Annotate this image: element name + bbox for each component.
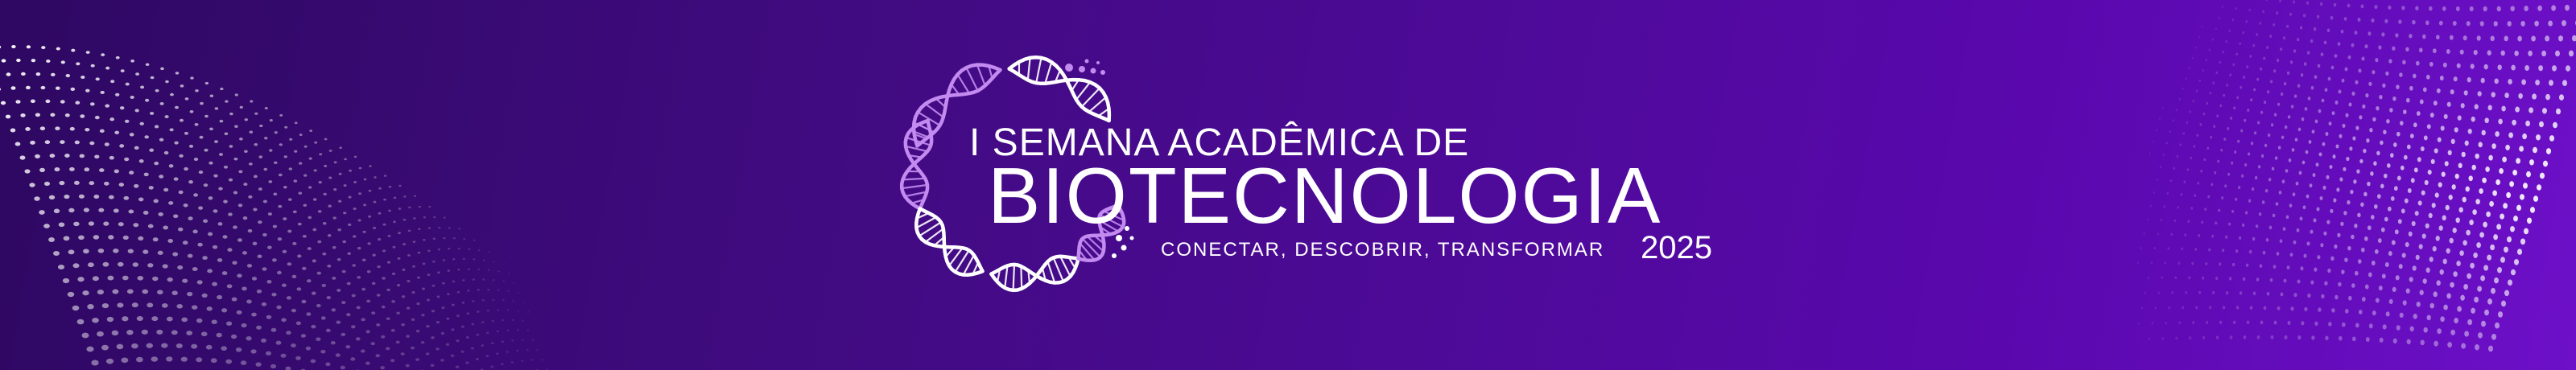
right-dotted-wave [2137, 0, 2576, 352]
event-tagline: CONECTAR, DESCOBRIR, TRANSFORMAR [1161, 239, 1605, 261]
event-title: BIOTECNOLOGIA [988, 151, 1662, 240]
edition-line: I SEMANA ACADÊMICA DE [969, 121, 1470, 164]
event-logo [886, 40, 1731, 306]
event-year: 2025 [1641, 230, 1712, 265]
left-dotted-wave [0, 45, 548, 370]
